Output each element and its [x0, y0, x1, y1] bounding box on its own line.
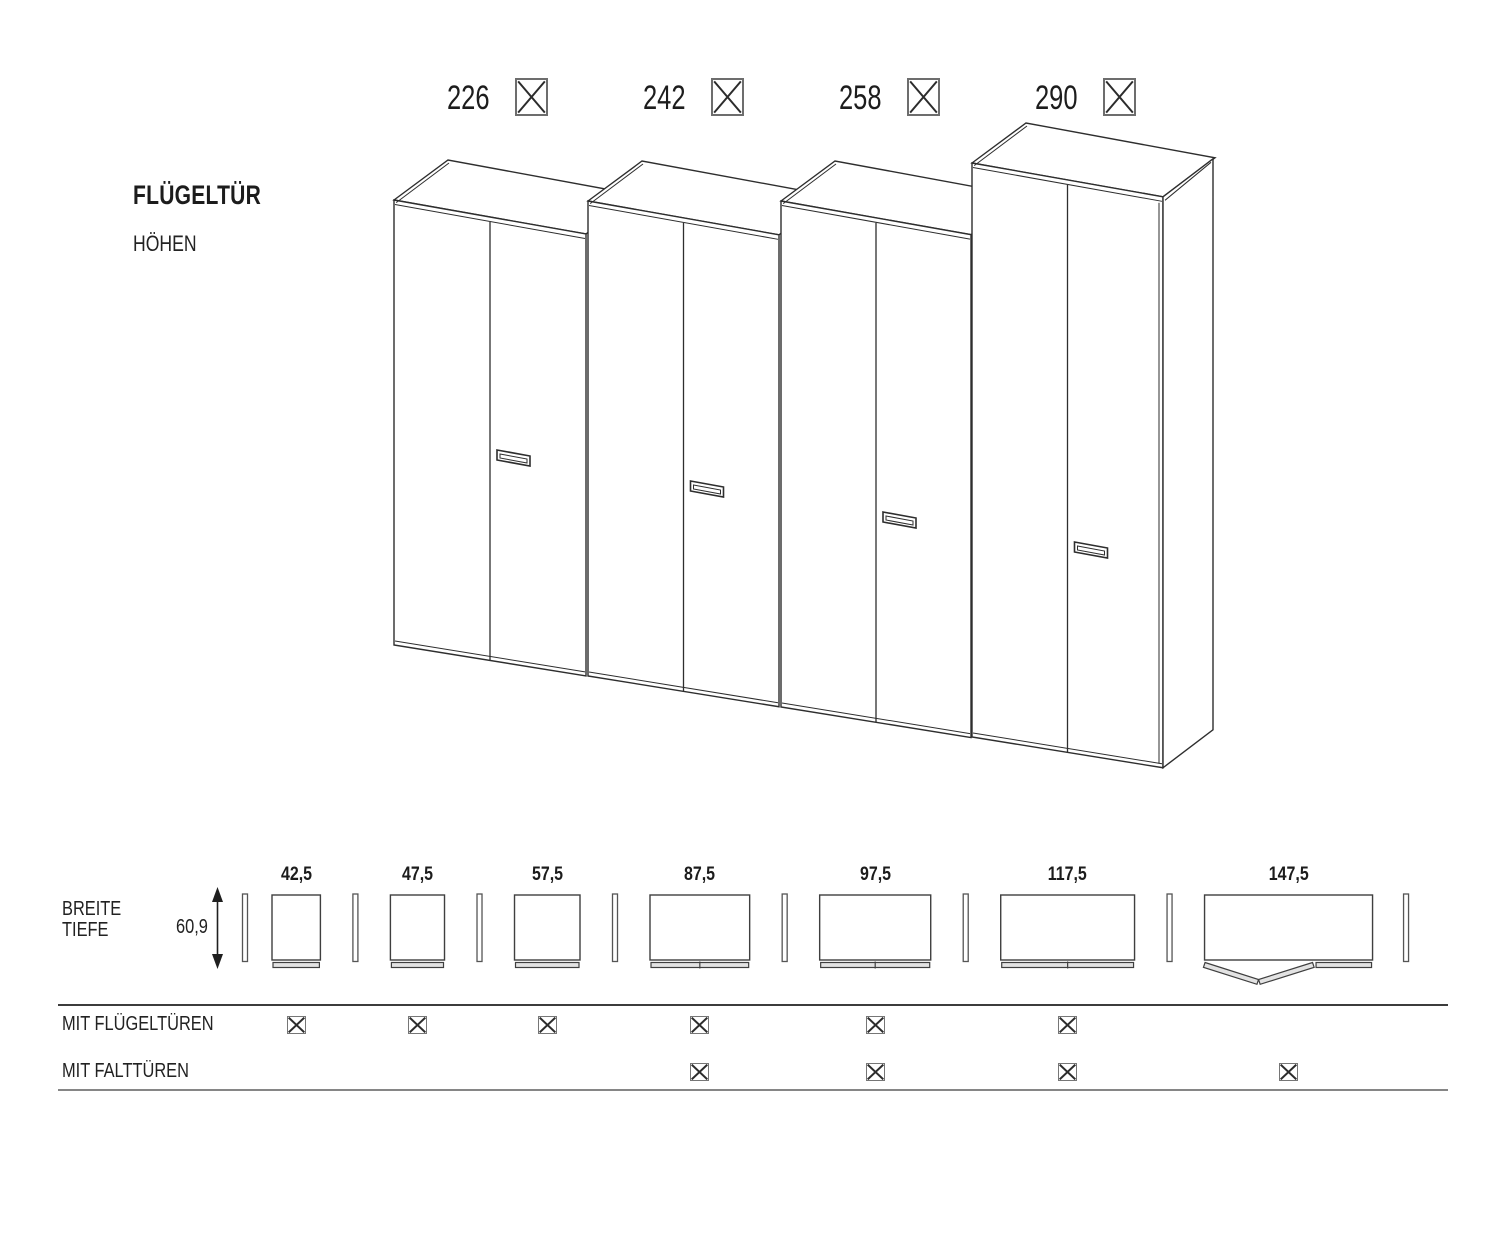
door-strip — [391, 963, 443, 968]
row-label-fluegeltueren: MIT FLÜGELTÜREN — [62, 1013, 214, 1035]
width-box — [272, 895, 320, 960]
x-mark — [691, 1017, 708, 1033]
spec-checkbox[interactable] — [690, 1016, 709, 1034]
side-panel-bar — [477, 894, 482, 962]
height-label: 258 — [839, 79, 882, 117]
depth-arrow-head-up — [212, 887, 223, 902]
x-mark — [409, 1017, 426, 1033]
spec-checkbox[interactable] — [408, 1016, 427, 1034]
height-label: 226 — [447, 79, 490, 117]
depth-value: 60,9 — [176, 916, 208, 938]
x-mark — [539, 1017, 556, 1033]
spec-checkbox[interactable] — [866, 1063, 885, 1081]
width-box — [1205, 895, 1373, 960]
side-panel-bar — [1404, 894, 1409, 962]
side-panel-bar — [353, 894, 358, 962]
side-panel-bar — [963, 894, 968, 962]
door-strip — [516, 963, 579, 968]
width-label: 87,5 — [684, 864, 716, 885]
table-rule-top — [58, 1004, 1448, 1006]
width-box — [820, 895, 931, 960]
width-label: 117,5 — [1048, 864, 1088, 885]
x-mark — [1059, 1017, 1076, 1033]
spec-checkbox[interactable] — [1058, 1016, 1077, 1034]
x-mark — [1280, 1064, 1297, 1080]
page-title-text: FLÜGELTÜR — [133, 180, 262, 210]
width-label: 147,5 — [1268, 864, 1309, 885]
x-mark — [1059, 1064, 1076, 1080]
tiefe-label: TIEFE — [62, 919, 109, 941]
width-label: 42,5 — [280, 864, 312, 885]
height-label: 290 — [1035, 79, 1078, 117]
row-label-falttueren: MIT FALTTÜREN — [62, 1060, 189, 1082]
x-mark — [867, 1064, 884, 1080]
door-strip — [273, 963, 319, 968]
fold-door-wing — [1203, 963, 1258, 985]
spec-checkbox[interactable] — [866, 1016, 885, 1034]
page-subtitle-text: HÖHEN — [133, 231, 197, 256]
side-panel-bar — [782, 894, 787, 962]
depth-arrow-head-down — [212, 954, 223, 969]
table-rule-bottom — [58, 1089, 1448, 1091]
fold-door-wing — [1259, 963, 1315, 985]
spec-checkbox[interactable] — [1058, 1063, 1077, 1081]
breite-label: BREITE — [62, 898, 122, 920]
height-label: 242 — [643, 79, 686, 117]
spec-checkbox[interactable] — [287, 1016, 306, 1034]
door-strip — [1316, 963, 1372, 968]
width-box — [390, 895, 444, 960]
width-box — [515, 895, 580, 960]
width-label: 97,5 — [859, 864, 891, 885]
side-panel-bar — [243, 894, 248, 962]
side-panel-bar — [1167, 894, 1172, 962]
spec-checkbox[interactable] — [1279, 1063, 1298, 1081]
spec-checkbox[interactable] — [538, 1016, 557, 1034]
x-mark — [691, 1064, 708, 1080]
x-mark — [867, 1017, 884, 1033]
x-mark — [288, 1017, 305, 1033]
side-panel-bar — [613, 894, 618, 962]
spec-checkbox[interactable] — [690, 1063, 709, 1081]
width-label: 47,5 — [401, 864, 433, 885]
width-label: 57,5 — [531, 864, 563, 885]
width-box — [1001, 895, 1135, 960]
width-box — [650, 895, 750, 960]
